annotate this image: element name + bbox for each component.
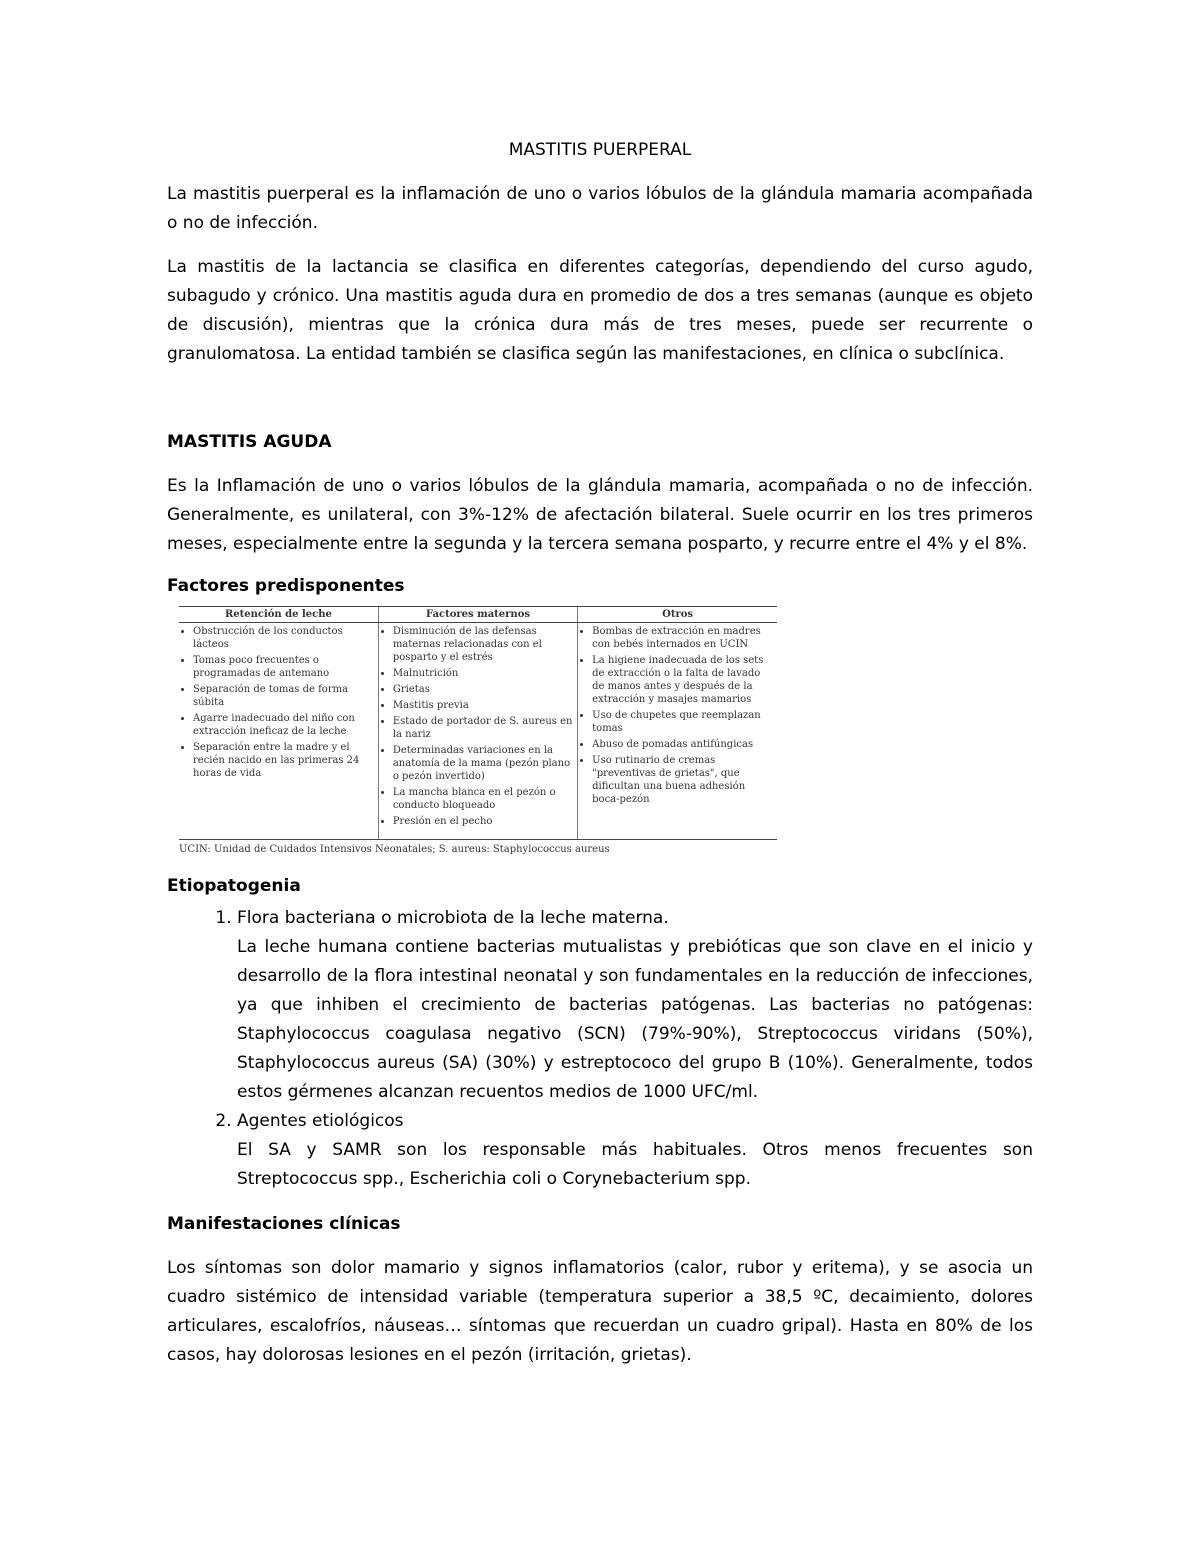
list-item: • Abuso de pomadas antifúngicas bbox=[592, 738, 773, 751]
table-header: Retención de leche bbox=[179, 607, 378, 623]
page-title: MASTITIS PUERPERAL bbox=[508, 140, 692, 160]
manifestaciones-paragraph: Los síntomas son dolor mamario y signos inflamatorios (calor, rubor y eritema), y se asocia un cuadro sistémico de intensidad variable (temperatura superior a 38,5 ºC, decaimiento, dolores articulares, escalofríos, náuseas… síntomas que recuerdan un cuadro gripal). Hasta en 80% de los casos, hay dolorosas lesiones en el pezón (irritación, grietas). bbox=[167, 1258, 1033, 1365]
section-heading-factores: Factores predisponentes bbox=[167, 576, 405, 596]
list-item-title: 2. Agentes etiológicos bbox=[237, 1111, 404, 1131]
intro-paragraph-1: La mastitis puerperal es la inflamación de uno o varios lóbulos de la glándula mamaria acompañada o no de infección. bbox=[167, 184, 1033, 233]
list-item: • Separación entre la madre y el recién nacido en las primeras 24 horas de vida bbox=[193, 741, 374, 780]
list-item: • Agarre inadecuado del niño con extracción ineficaz de la leche bbox=[193, 712, 374, 738]
spacer bbox=[167, 384, 1033, 430]
list-item-title: 1. Flora bacteriana o microbiota de la leche materna. bbox=[237, 908, 669, 928]
list-item bbox=[237, 1107, 1033, 1194]
list-item-text: La leche humana contiene bacterias mutualistas y prebióticas que son clave en el inicio y desarrollo de la flora intestinal neonatal y son fundamentales en la reducción de infecciones, ya que inhiben el crecimiento de bacterias patógenas. Las bacterias no patógenas: Staphylococcus coagulasa negativo (SCN) (79%-90%), Streptococcus viridans (50%), Staphylococcus aureus (SA) (30%) y estreptococo del grupo B (10%). Generalmente, todos estos gérmenes alcanzan recuentos medios de 1000 UFC/ml. bbox=[237, 937, 1033, 1102]
section-heading-etiopatogenia: Etiopatogenia bbox=[167, 876, 301, 896]
list-item: • Determinadas variaciones en la anatomía de la mama (pezón plano o pezón invertido) bbox=[393, 744, 573, 783]
section-heading-aguda: MASTITIS AGUDA bbox=[167, 432, 332, 452]
intro-paragraph-2: La mastitis de la lactancia se clasifica en diferentes categorías, dependiendo del curso agudo, subagudo y crónico. Una mastitis aguda dura en promedio de dos a tres semanas (aunque es objeto de discusión), mientras que la crónica dura más de tres meses, puede ser recurrente o granulomatosa. La entidad también se clasifica según las manifestaciones, en clínica o subclínica. bbox=[167, 257, 1033, 364]
list-item: • Malnutrición bbox=[393, 667, 573, 680]
list-item: • Grietas bbox=[393, 683, 573, 696]
list-item bbox=[237, 904, 1033, 1107]
list-item: • La mancha blanca en el pezón o conducto bloqueado bbox=[393, 786, 573, 812]
list-item: • La higiene inadecuada de los sets de extracción o la falta de lavado de manos antes y después de la extracción y masajes mamarios bbox=[592, 654, 773, 706]
table-header: Factores maternos bbox=[378, 607, 577, 623]
factores-table bbox=[179, 606, 777, 840]
list-item: • Bombas de extracción en madres con bebés internados en UCIN bbox=[592, 625, 773, 651]
table-column-retencion bbox=[179, 623, 378, 840]
list-item: • Estado de portador de S. aureus en la nariz bbox=[393, 715, 573, 741]
list-item: • Tomas poco frecuentes o programadas de antemano bbox=[193, 654, 374, 680]
factores-table-image bbox=[179, 606, 777, 856]
document-page bbox=[167, 140, 1033, 1385]
list-item: • Presión en el pecho bbox=[393, 815, 573, 828]
section-heading-manifestaciones: Manifestaciones clínicas bbox=[167, 1214, 401, 1234]
list-item: • Disminución de las defensas maternas relacionadas con el posparto y el estrés bbox=[393, 625, 573, 664]
list-item: • Obstrucción de los conductos lácteos bbox=[193, 625, 374, 651]
list-item: • Uso rutinario de cremas "preventivas de grietas", que dificultan una buena adhesión boca-pezón bbox=[592, 754, 773, 806]
aguda-paragraph: Es la Inflamación de uno o varios lóbulos de la glándula mamaria, acompañada o no de infección. Generalmente, es unilateral, con 3%-12% de afectación bilateral. Suele ocurrir en los tres primeros meses, especialmente entre la segunda y la tercera semana posparto, y recurre entre el 4% y el 8%. bbox=[167, 476, 1033, 554]
list-item: • Mastitis previa bbox=[393, 699, 573, 712]
table-footnote: UCIN: Unidad de Cuidados Intensivos Neonatales; S. aureus: Staphylococcus aureus bbox=[179, 844, 610, 855]
list-item: • Separación de tomas de forma súbita bbox=[193, 683, 374, 709]
list-item: • Uso de chupetes que reemplazan tomas bbox=[592, 709, 773, 735]
table-column-maternos bbox=[378, 623, 577, 840]
list-item-text: El SA y SAMR son los responsable más habituales. Otros menos frecuentes son Streptococcus spp., Escherichia coli o Corynebacterium spp. bbox=[237, 1140, 1033, 1189]
table-header: Otros bbox=[578, 607, 777, 623]
table-column-otros bbox=[578, 623, 777, 840]
etiopatogenia-list bbox=[167, 904, 1033, 1194]
